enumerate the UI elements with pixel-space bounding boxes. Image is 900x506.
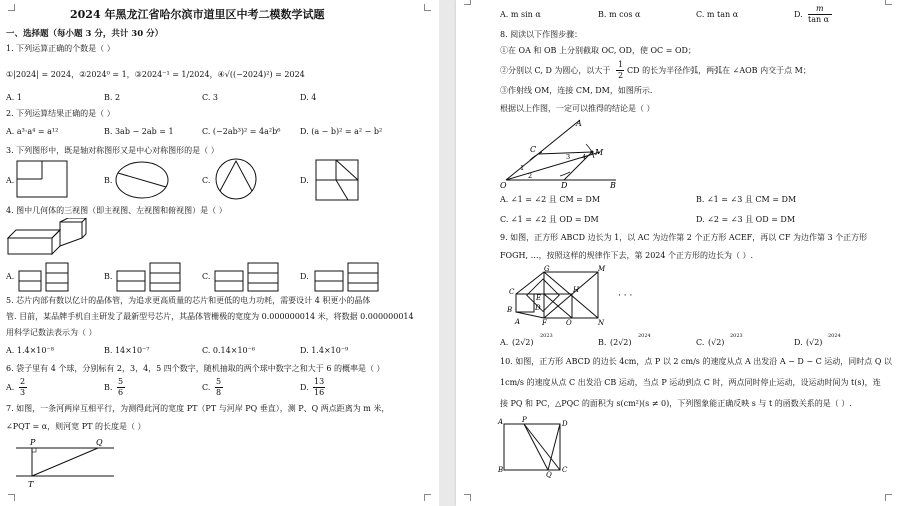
q9-label-f: F: [542, 319, 547, 326]
q9-b-exp: 2024: [638, 333, 651, 339]
q6-c-num: 5: [216, 377, 222, 386]
q3-option-d: D.: [300, 176, 309, 185]
crop-mark: [424, 4, 431, 11]
q5-option-b: B. 14×10⁻⁷: [104, 346, 150, 355]
page-left: [0, 0, 439, 506]
q8-step2a: ②分别以 C, D 为圆心，以大于: [500, 66, 611, 75]
q6-stem: 6. 袋子里有 4 个球，分别标有 2，3，4，5 四个数字，随机抽取的两个球中数字之和大于 6 的概率是（ ）: [6, 364, 385, 373]
q8-option-a: A. ∠1 = ∠2 且 CM = DM: [500, 195, 601, 204]
q4-views-c: [214, 262, 280, 292]
q7-river-figure: [6, 436, 116, 490]
q10-label-b: B: [498, 466, 504, 474]
q9-label-m: M: [598, 265, 606, 273]
q10-line2: 1cm/s 的速度从点 C 出发沿 CB 运动，当点 P 运动到点 C 时，两点同时停止运动，设运动时间为 t(s)，连: [500, 378, 881, 387]
q9-label-b: B: [507, 306, 513, 314]
q1-option-d: D. 4: [300, 93, 317, 102]
q9-line1: 9. 如图，正方形 ABCD 边长为 1，以 AC 为边作第 2 个正方形 ACEF，再以 CF 为边作第 3 个正方形: [500, 233, 868, 242]
q9-label-g: G: [544, 265, 550, 273]
q9-option-c: C.: [696, 338, 705, 347]
q7-option-d: D.: [794, 10, 803, 19]
q9-c-base: (√2): [708, 338, 725, 347]
q1-option-a: A. 1: [6, 93, 22, 102]
q7-option-c: C. m tan α: [696, 10, 739, 19]
q8-option-d: D. ∠2 = ∠3 且 OD = DM: [696, 215, 796, 224]
crop-mark: [8, 494, 15, 501]
q9-label-e: E: [536, 294, 542, 302]
q8-step2-num: 1: [618, 60, 624, 69]
q4-views-d: [314, 262, 380, 292]
q8-angle-bisector-figure: [500, 116, 620, 190]
q9-option-a: A.: [500, 338, 509, 347]
q9-label-c: C: [509, 288, 515, 296]
q7-option-a: A. m sin α: [500, 10, 541, 19]
q6-d-num: 13: [314, 377, 325, 386]
q9-continuation-dots: · · ·: [618, 291, 633, 301]
q5-line3: 用科学记数法表示为（ ）: [6, 328, 97, 337]
q10-label-d: D: [562, 420, 568, 428]
crop-mark: [8, 4, 15, 11]
q10-line3: 接 PQ 和 PC，△PQC 的面积为 s(cm²)(s ≠ 0)，下列图象能正确反映 s 与 t 的函数关系的是（ ）.: [500, 399, 852, 408]
q3-figure-c: [214, 157, 258, 201]
q6-b-num: 5: [118, 377, 124, 386]
q8-step3: ③作射线 OM，连接 CM, DM，如图所示.: [500, 86, 653, 95]
q8-label-m: M: [595, 148, 604, 157]
q6-a-den: 3: [20, 388, 26, 397]
q2-option-b: B. 3ab − 2ab = 1: [104, 127, 174, 136]
crop-mark: [424, 494, 431, 501]
q3-option-b: B.: [104, 176, 113, 185]
q8-step2b: CD 的长为半径作弧，两弧在 ∠AOB 内交于点 M；: [627, 66, 811, 75]
q9-label-a: A: [515, 318, 521, 326]
q8-label-d: D: [561, 181, 568, 190]
page-right: [456, 0, 900, 506]
q5-line1: 5. 芯片内部有数以亿计的晶体管，为追求更高质量的芯片和更低的电力功耗，需要设计 4 积更小的晶体: [6, 296, 371, 305]
q6-option-a: A.: [6, 383, 15, 392]
q3-option-a: A.: [6, 176, 15, 185]
q10-label-c: C: [562, 466, 568, 474]
q6-option-c: C.: [202, 383, 211, 392]
section-heading: 一、选择题（每小题 3 分，共计 30 分）: [6, 29, 164, 39]
q9-a-base: (2√2): [512, 338, 534, 347]
q4-option-b: B.: [104, 272, 113, 281]
q5-option-c: C. 0.14×10⁻⁶: [202, 346, 256, 355]
q6-d-den: 16: [314, 388, 325, 397]
q2-option-d: D. (a − b)² = a² − b²: [300, 127, 383, 136]
q9-option-d: D.: [794, 338, 803, 347]
q2-stem: 2. 下列运算结果正确的是（ ）: [6, 109, 115, 118]
q8-label-a: A: [576, 119, 582, 128]
q8-question: 根据以上作图，一定可以推得的结论是（ ）: [500, 104, 655, 113]
q8-step2-den: 2: [618, 71, 624, 80]
page-gap: [439, 0, 456, 506]
q9-label-d: D: [535, 304, 541, 312]
q1-items: ①|2024| = 2024，②2024⁰ = 1，③2024⁻¹ = 1/2024，④√((−2024)²) = 2024: [6, 70, 305, 79]
q9-d-base: (√2): [806, 338, 823, 347]
q3-figure-a: [16, 160, 70, 200]
q4-option-a: A.: [6, 272, 15, 281]
q9-option-b: B.: [598, 338, 607, 347]
q6-c-den: 8: [216, 388, 222, 397]
q8-angle-2: 2: [528, 172, 533, 180]
q1-option-b: B. 2: [104, 93, 121, 102]
q7-line1: 7. 如图，一条河两岸互相平行，为测得此河的宽度 PT（PT 与河岸 PQ 垂直），测 P、Q 两点距离为 m 米，: [6, 404, 390, 413]
q9-line2: FOGH, …，按照这样的规律作下去，第 2024 个正方形的边长为（ ）.: [500, 251, 754, 260]
q7-option-b: B. m cos α: [598, 10, 641, 19]
q9-c-exp: 2023: [730, 333, 743, 339]
q9-label-n: N: [598, 319, 605, 326]
q5-line2: 管. 目前，某品牌手机自主研发了最新型号芯片，其晶体管栅极的宽度为 0.000000014 米，将数据 0.000000014: [6, 312, 414, 321]
q8-angle-3: 3: [566, 153, 571, 161]
crop-mark: [464, 494, 471, 501]
q7-d-den: tan α: [808, 15, 830, 24]
q3-option-c: C.: [202, 176, 211, 185]
q4-option-c: C.: [202, 272, 211, 281]
q10-square-figure: [496, 416, 576, 478]
q8-stem: 8. 阅读以下作图步骤：: [500, 30, 583, 39]
q6-option-b: B.: [104, 383, 113, 392]
q8-angle-1: 1: [520, 164, 525, 172]
q7-d-num: m: [816, 4, 824, 13]
q6-a-num: 2: [20, 377, 26, 386]
q9-b-base: (2√2): [610, 338, 632, 347]
q2-option-a: A. a³·a⁴ = a¹²: [6, 127, 59, 136]
q9-d-exp: 2024: [828, 333, 841, 339]
q4-views-b: [116, 262, 182, 292]
q7-line2: ∠PQT = α，则河宽 PT 的长度是（ ）: [6, 422, 146, 431]
q8-label-o: O: [500, 181, 507, 190]
q4-solid-figure: [6, 218, 88, 258]
q10-label-p: P: [522, 416, 527, 424]
q4-option-d: D.: [300, 272, 309, 281]
exam-title: 2024 年黑龙江省哈尔滨市道里区中考二模数学试题: [70, 8, 325, 21]
q3-figure-b: [114, 160, 170, 200]
q9-label-h: H: [573, 286, 580, 294]
q10-label-a: A: [498, 418, 504, 426]
q10-label-q: Q: [546, 471, 552, 478]
q8-label-c: C: [530, 145, 537, 154]
q8-option-c: C. ∠1 = ∠2 且 OD = DM: [500, 215, 599, 224]
crop-mark: [885, 494, 892, 501]
q3-stem: 3. 下列图形中，既是轴对称图形又是中心对称图形的是（ ）: [6, 146, 219, 155]
q10-line1: 10. 如图，正方形 ABCD 的边长 4cm，点 P 以 2 cm/s 的速度从点 A 出发沿 A − D − C 运动，同时点 Q 以: [500, 357, 892, 366]
q7-label-t: T: [28, 480, 34, 489]
q4-views-a: [18, 262, 70, 292]
q9-a-exp: 2023: [540, 333, 553, 339]
q3-figure-d: [314, 158, 362, 202]
q8-label-b: B: [610, 181, 616, 190]
q1-option-c: C. 3: [202, 93, 219, 102]
crop-mark: [885, 0, 892, 5]
q1-stem: 1. 下列运算正确的个数是（ ）: [6, 44, 115, 53]
q6-option-d: D.: [300, 383, 309, 392]
q6-b-den: 6: [118, 388, 124, 397]
q8-option-b: B. ∠1 = ∠3 且 CM = DM: [696, 195, 797, 204]
q5-option-d: D. 1.4×10⁻⁹: [300, 346, 349, 355]
crop-mark: [464, 0, 471, 5]
q8-angle-4: 4: [582, 153, 587, 161]
q9-squares-figure: [506, 264, 646, 326]
q7-label-q: Q: [96, 438, 103, 447]
q9-label-o: O: [566, 319, 572, 326]
q4-stem: 4. 图中几何体的三视图（即主视图、左视图和俯视图）是（ ）: [6, 206, 227, 215]
q2-option-c: C. (−2ab³)² = 4a²b⁶: [202, 127, 281, 136]
q7-label-p: P: [30, 438, 36, 447]
q5-option-a: A. 1.4×10⁻⁸: [6, 346, 54, 355]
q8-step1: ①在 OA 和 OB 上分别截取 OC, OD，使 OC = OD；: [500, 46, 696, 55]
